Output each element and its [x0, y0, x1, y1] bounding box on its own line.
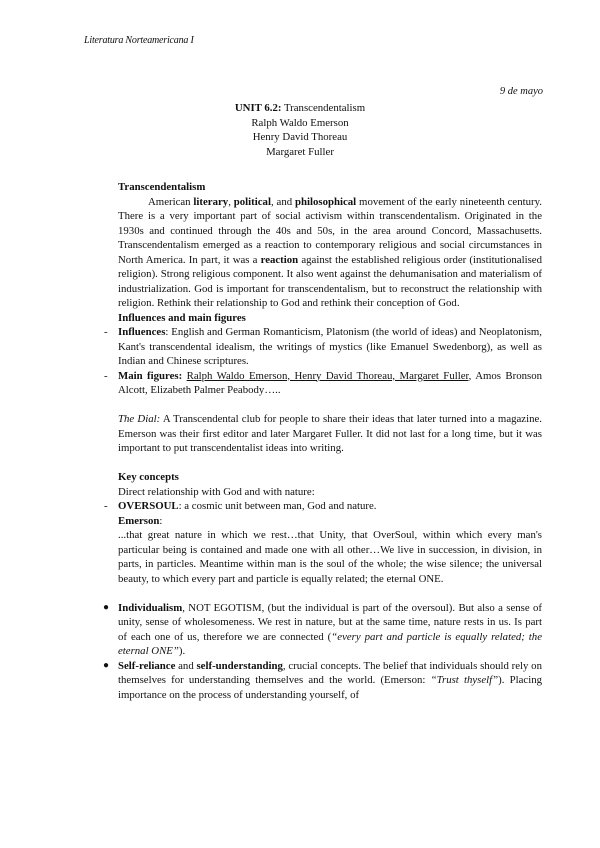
- emerson-label: Emerson: [118, 514, 160, 527]
- self-reliance-text: [118, 659, 542, 703]
- keyword-literary: literary: [193, 195, 229, 208]
- oversoul-text: [118, 499, 542, 514]
- spacer: [118, 398, 542, 413]
- text-run: , crucial concepts. The belief that individuals should rely on themselves for understanding themselves and the world. (Emerson:: [118, 659, 542, 686]
- self-understanding-label: self-understanding: [196, 659, 283, 672]
- date: 9 de mayo: [499, 86, 543, 97]
- oversoul-label: OVERSOUL: [118, 500, 179, 512]
- text-run: : a cosmic unit between man, God and nature.: [178, 500, 377, 512]
- unit-topic: Transcendentalism: [281, 102, 366, 114]
- dial-paragraph: [118, 412, 542, 456]
- text-run: ).: [178, 645, 186, 657]
- text-run: ). Placing importance on the process of understanding yourself, of: [118, 674, 542, 701]
- keyword-political: political: [233, 195, 271, 208]
- text-run: American: [148, 195, 194, 208]
- dash-marker: -: [104, 500, 108, 512]
- author-thoreau: Henry David Thoreau: [252, 131, 348, 144]
- text-run: :: [159, 514, 163, 527]
- italic-quote: “Trust thyself”: [430, 674, 499, 686]
- document-body: [103, 180, 542, 702]
- transcendentalism-paragraph: [118, 195, 542, 311]
- spacer: [118, 586, 542, 601]
- influences-label: Influences: [118, 326, 166, 338]
- unit-label: UNIT 6.2:: [234, 102, 282, 114]
- dash-marker: -: [104, 326, 108, 338]
- title-block: [0, 101, 600, 159]
- emerson-quote: ...that great nature in which we rest…that Unity, that OverSoul, within which every man's particular being is contained and made one with all other…We live in succession, in division, in parts, in particles. Meantime within man is the soul of the whole; the wise silence; the universal beauty, to which every part and particle is equally related; the eternal ONE.: [118, 529, 542, 585]
- page-header: Literatura Norteamericana I: [84, 35, 194, 46]
- influences-text: [118, 325, 542, 369]
- individualism-text: [118, 601, 542, 659]
- dash-marker: -: [104, 369, 108, 382]
- text-run: A Transcendental club for people to share their ideas that later turned into a magazine. Emerson was their first editor and later Margaret Fuller. It did not last for a long time, but it was important to put transcendentalist ideas into writing.: [118, 413, 542, 454]
- list-item-oversoul: [104, 499, 542, 514]
- list-item-influences: [104, 325, 542, 369]
- author-emerson: Ralph Waldo Emerson: [251, 116, 349, 129]
- section-heading-transcendentalism: Transcendentalism: [118, 181, 206, 193]
- text-run: movement of the early nineteenth century. There is a very important part of social activism within transcendentalism. Originated in the 1930s and continued through the 40s and 50s, in the area around Concord, Massachusetts. Transcendentalism emerged as a reaction to contemporary religious and social circumstances in North America. In part, it was a: [118, 195, 542, 266]
- bullet-marker: ●: [103, 659, 110, 671]
- unit-title: [0, 101, 600, 116]
- text-run: : English and German Romanticism, Platonism (the world of ideas) and Neoplatonism, Kant's transcendental idealism, the writings of mystics (like Emanuel Swedenborg), as well as Indian and Chinese scriptures.: [118, 326, 542, 367]
- list-item-main-figures: [104, 369, 542, 398]
- text-run: , NOT EGOTISM, (but the individual is part of the oversoul). But also a sense of unity, sense of wholesomeness. We rest in nature, but at the same time, nature rests in us. Is part of each one of us, therefore we are connected (: [118, 601, 542, 643]
- keyword-philosophical: philosophical: [294, 195, 357, 208]
- text-run: Amos Bronson Alcott, Elizabeth Palmer Peabody…..: [118, 369, 542, 396]
- italic-quote: “every part and particle is equally related; the eternal ONE”: [118, 630, 542, 657]
- text-run: ,: [228, 195, 234, 208]
- individualism-label: Individualism: [118, 601, 183, 614]
- section-heading-key-concepts: Key concepts: [118, 471, 179, 483]
- section-heading-influences: Influences and main figures: [118, 311, 246, 324]
- main-figures-label: Main figures:: [118, 369, 183, 382]
- key-concepts-intro: Direct relationship with God and with nature:: [118, 485, 315, 498]
- text-run: , and: [270, 195, 295, 208]
- text-run: against the established religious order (institutionalised religion). Strong religious component. It also went against the dehumanisation and materialism of industrialization. God is important for transcendentalism, but to reconstruct the relationship with religion. Rethink their relationship to God and rethink their conception of God.: [118, 253, 542, 309]
- self-reliance-label: Self-reliance: [118, 659, 176, 672]
- text-run: and: [175, 659, 197, 672]
- author-fuller: Margaret Fuller: [266, 145, 334, 158]
- bullet-marker: ●: [103, 601, 110, 613]
- bullet-self-reliance: [103, 659, 542, 703]
- dial-title: The Dial:: [118, 413, 161, 425]
- main-figures-underlined: Ralph Waldo Emerson, Henry David Thoreau, Margaret Fuller,: [186, 369, 472, 382]
- bullet-individualism: [103, 601, 542, 659]
- main-figures-text: [118, 369, 542, 398]
- emerson-label-line: [118, 514, 542, 529]
- spacer: [118, 456, 542, 471]
- keyword-reaction: reaction: [260, 253, 299, 266]
